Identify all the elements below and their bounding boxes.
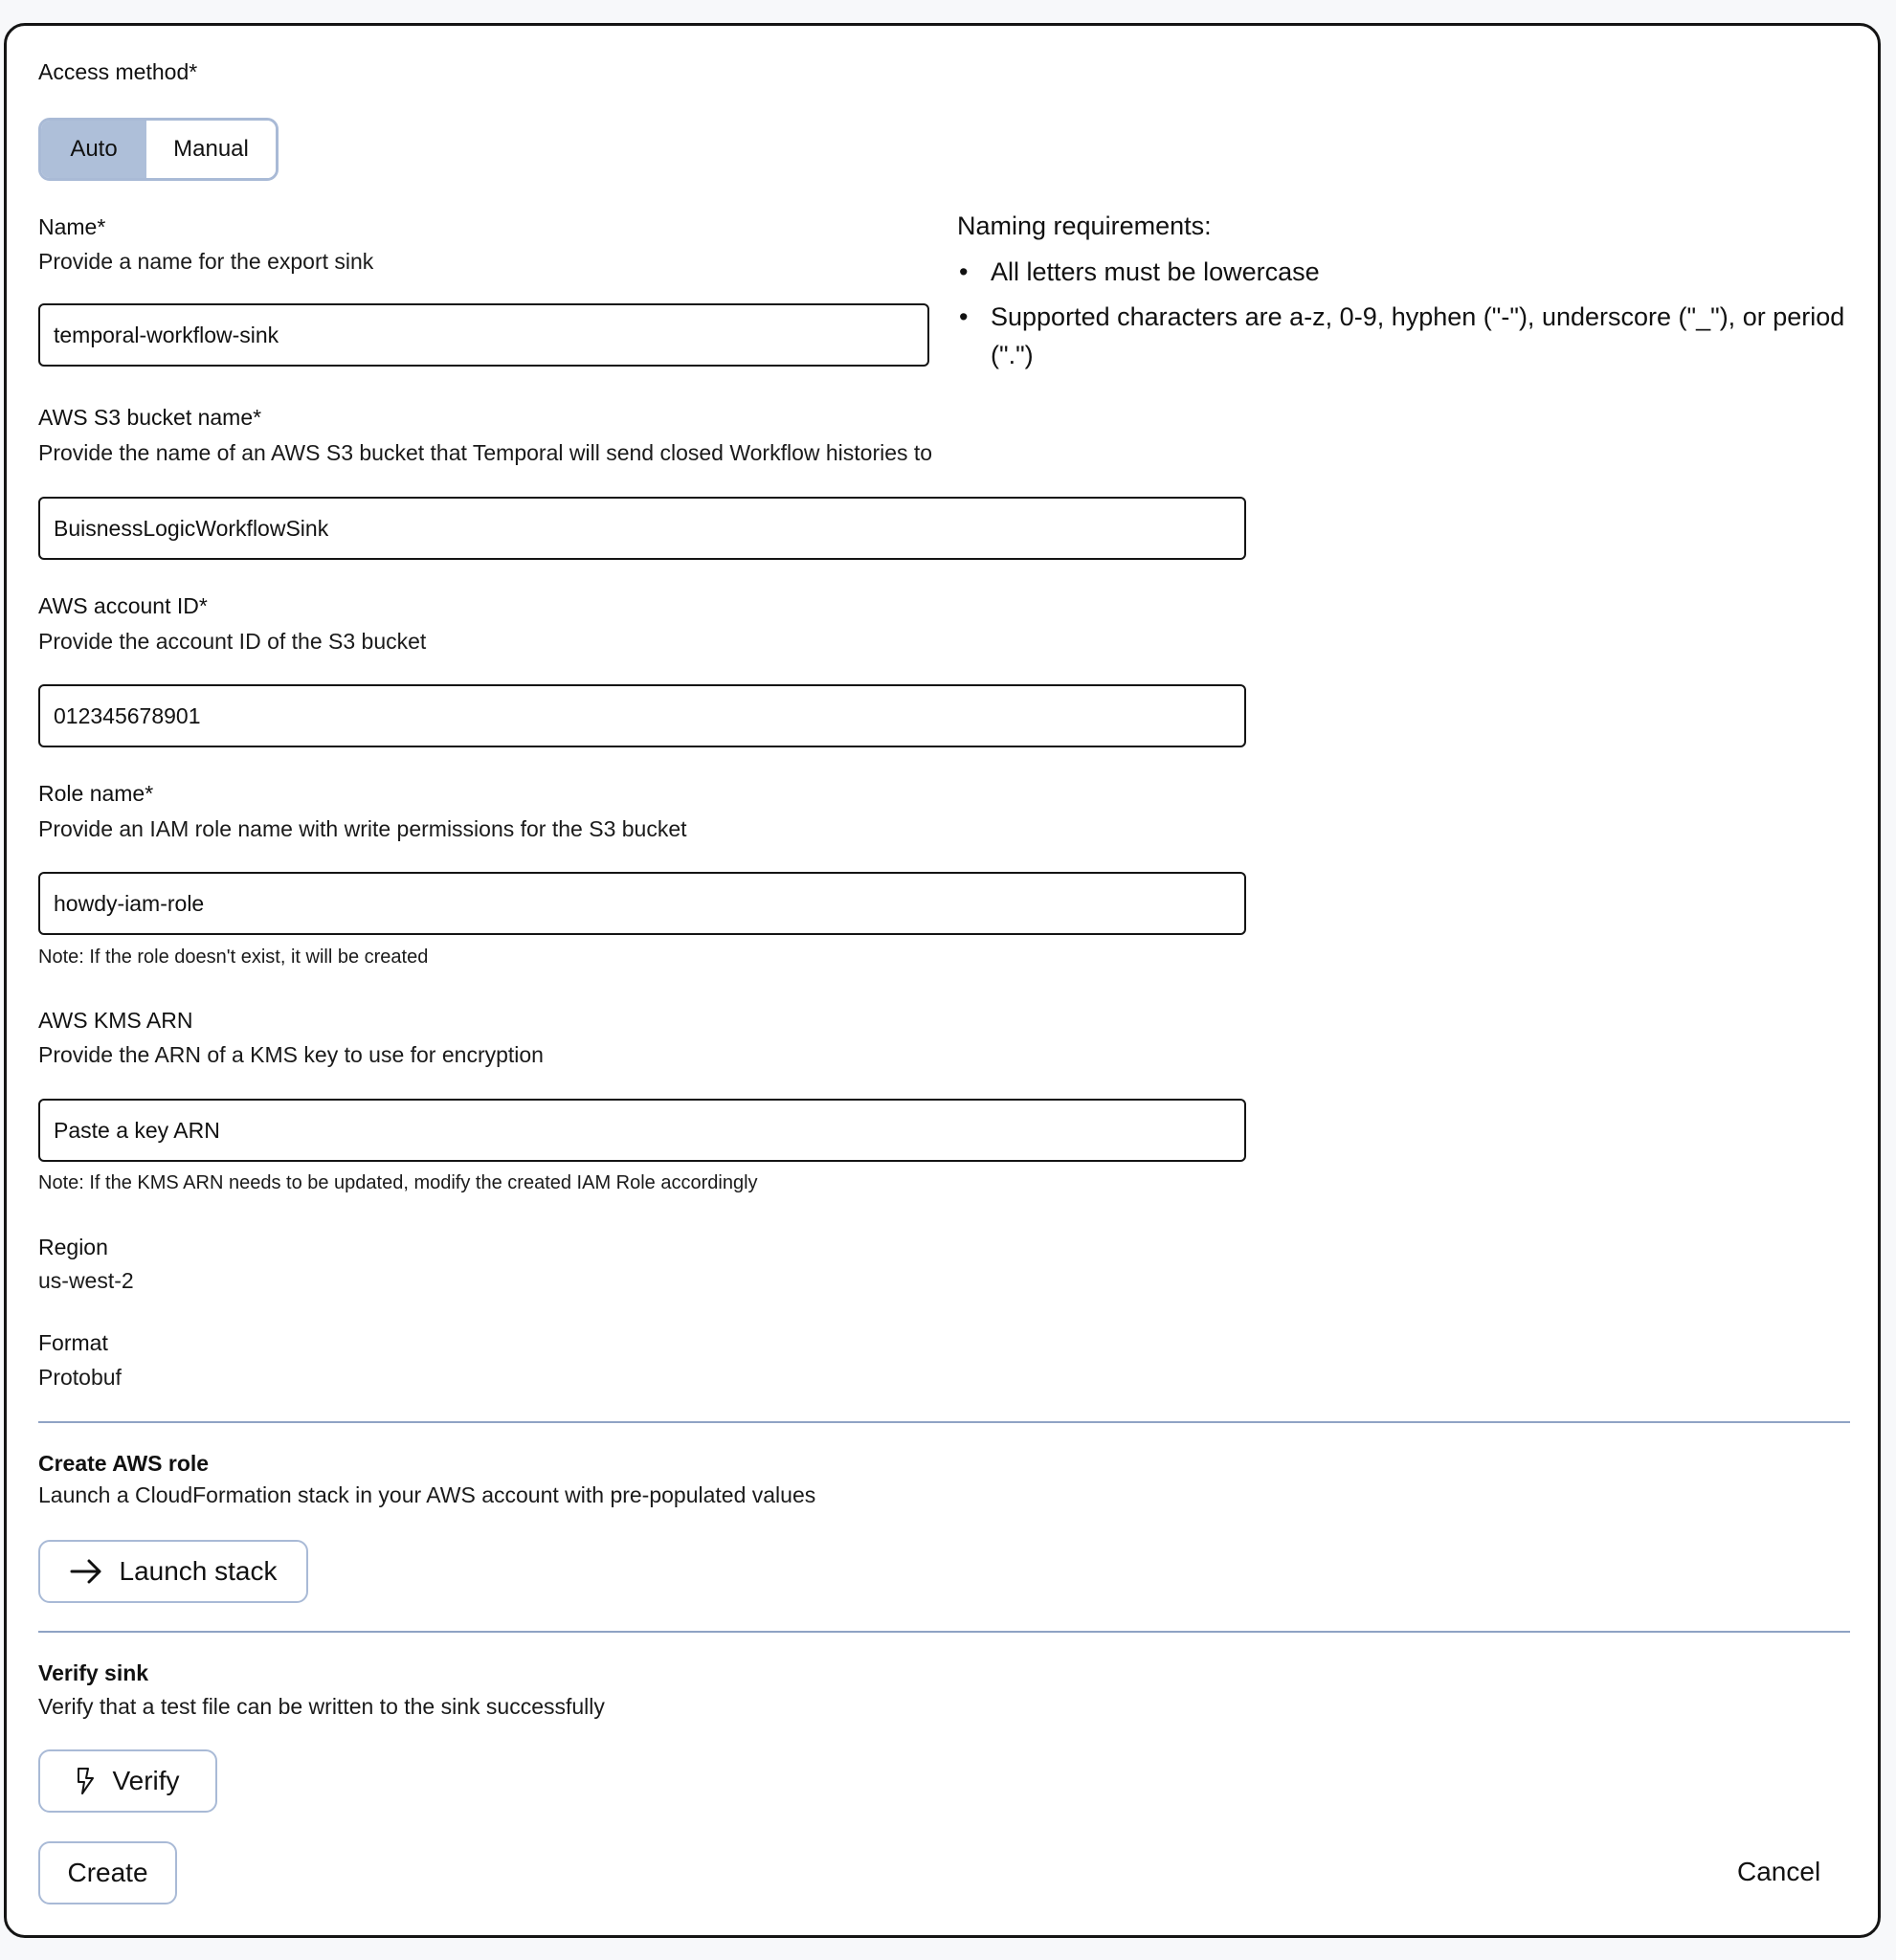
kms-label: AWS KMS ARN (38, 1008, 193, 1033)
launch-stack-button[interactable] (38, 1540, 308, 1603)
verify-label: Verify (112, 1766, 180, 1795)
format-label: Format (38, 1330, 108, 1355)
name-input[interactable]: temporal-workflow-sink (38, 303, 929, 367)
access-method-manual[interactable]: Manual (146, 121, 276, 178)
account-input[interactable]: 012345678901 (38, 684, 1246, 747)
cancel-button[interactable]: Cancel (1737, 1857, 1821, 1886)
account-label: AWS account ID* (38, 593, 208, 618)
access-method-label: Access method* (38, 59, 198, 84)
access-method-toggle (38, 118, 279, 181)
name-label: Name* (38, 214, 106, 239)
requirement-item: • Supported characters are a-z, 0-9, hyphen ("-"), underscore ("_"), or period (".") (957, 298, 1862, 374)
region-value: us-west-2 (38, 1268, 134, 1293)
create-button[interactable]: Create (38, 1841, 177, 1904)
kms-description: Provide the ARN of a KMS key to use for encryption (38, 1042, 544, 1067)
role-label: Role name* (38, 781, 154, 806)
divider (38, 1421, 1850, 1423)
naming-requirements-title: Naming requirements: (957, 212, 1212, 240)
verify-sink-description: Verify that a test file can be written to the sink successfully (38, 1694, 605, 1719)
format-value: Protobuf (38, 1365, 122, 1390)
verify-button[interactable] (38, 1749, 217, 1813)
create-role-description: Launch a CloudFormation stack in your AWS account with pre-populated values (38, 1482, 816, 1507)
role-note: Note: If the role doesn't exist, it will be created (38, 947, 429, 968)
verify-sink-title: Verify sink (38, 1660, 149, 1685)
lightning-icon (76, 1767, 95, 1795)
requirement-item: • All letters must be lowercase (957, 253, 1862, 291)
divider (38, 1631, 1850, 1633)
name-description: Provide a name for the export sink (38, 249, 374, 274)
naming-requirements-list (957, 253, 1862, 374)
account-description: Provide the account ID of the S3 bucket (38, 629, 427, 654)
kms-note: Note: If the KMS ARN needs to be updated, modify the created IAM Role accordingly (38, 1172, 758, 1193)
launch-stack-label: Launch stack (119, 1556, 278, 1586)
bucket-description: Provide the name of an AWS S3 bucket that Temporal will send closed Workflow histories to (38, 440, 933, 465)
kms-input[interactable]: Paste a key ARN (38, 1099, 1246, 1162)
arrow-right-icon (70, 1559, 102, 1584)
role-input[interactable]: howdy-iam-role (38, 872, 1246, 935)
region-label: Region (38, 1235, 108, 1259)
bucket-label: AWS S3 bucket name* (38, 405, 262, 430)
role-description: Provide an IAM role name with write permissions for the S3 bucket (38, 816, 687, 841)
create-role-title: Create AWS role (38, 1451, 210, 1476)
access-method-auto[interactable]: Auto (41, 121, 146, 178)
bucket-input[interactable]: BuisnessLogicWorkflowSink (38, 497, 1246, 560)
